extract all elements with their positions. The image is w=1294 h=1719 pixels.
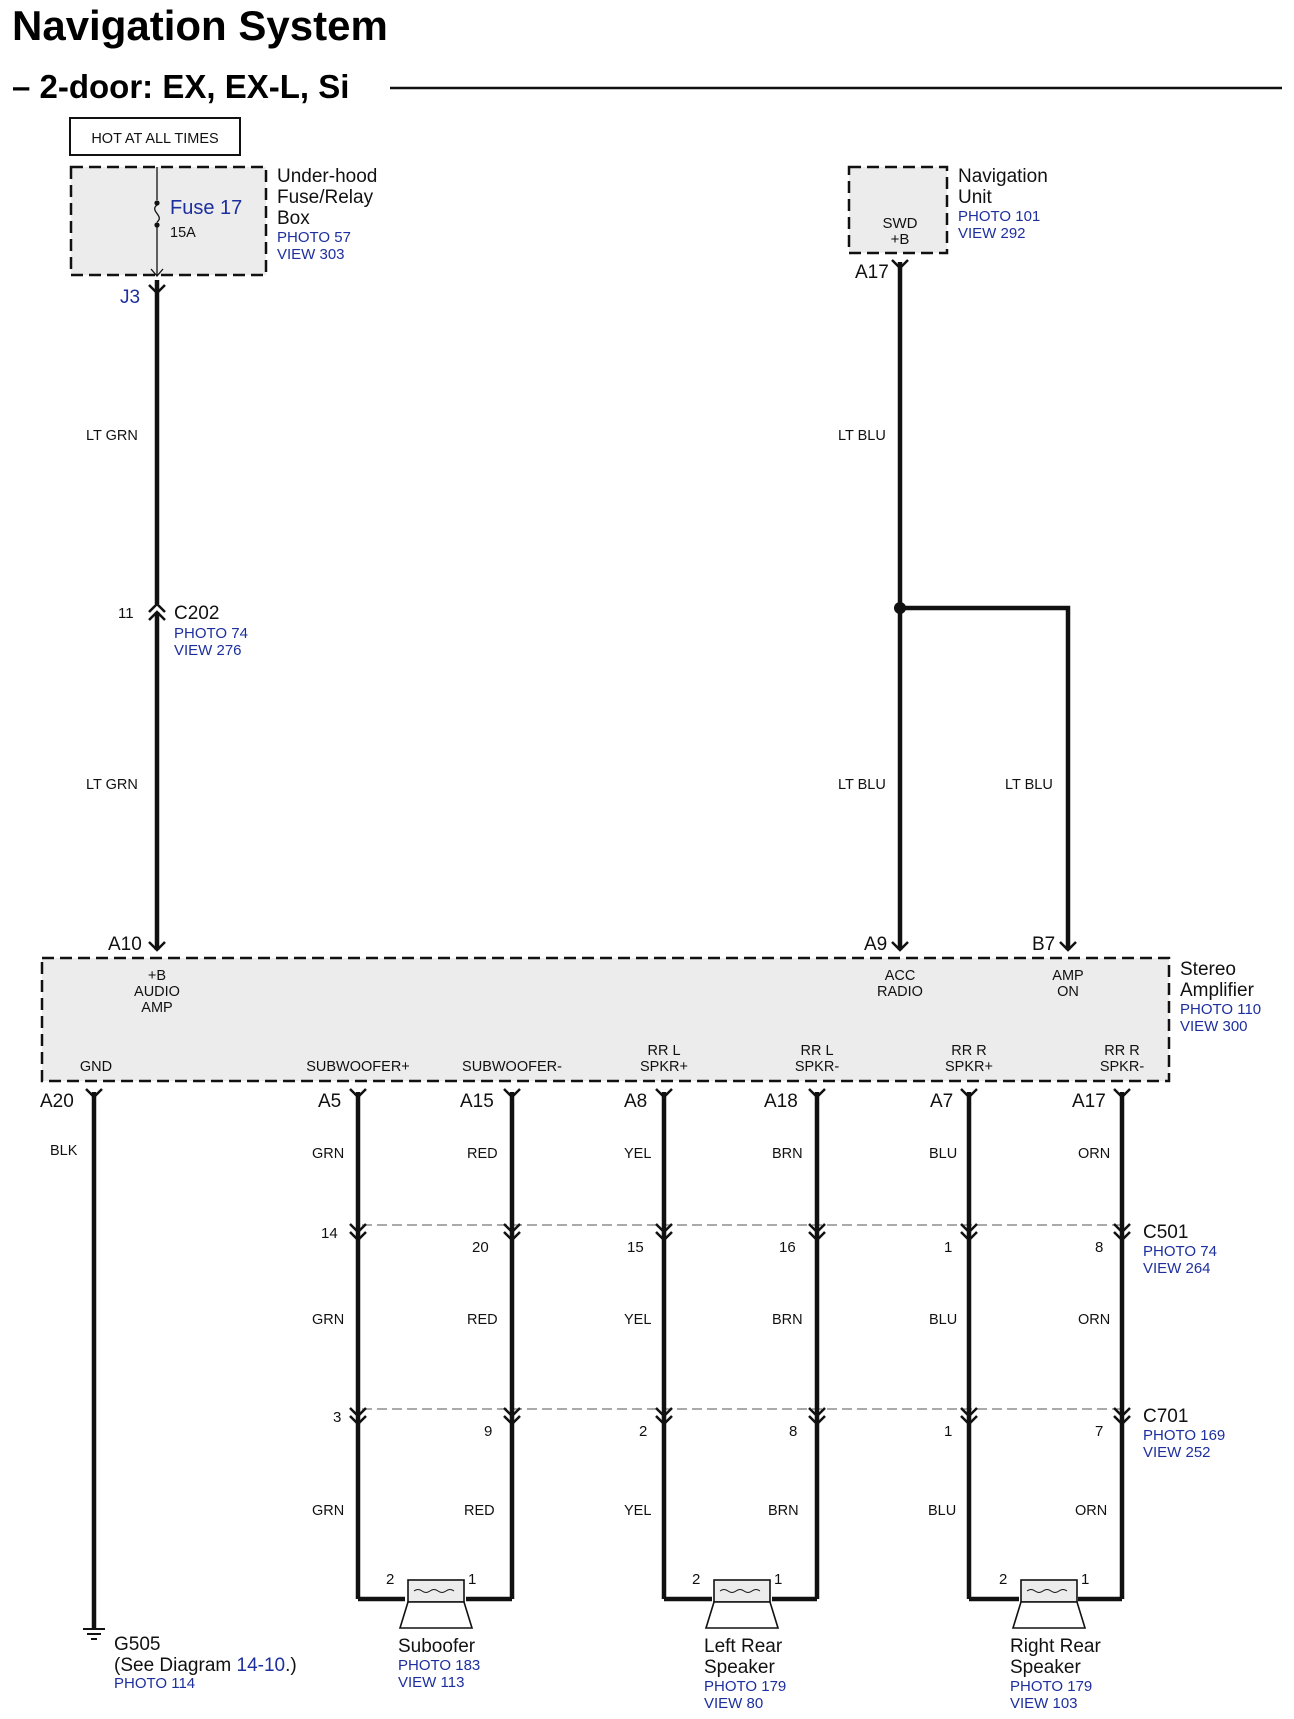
amp-pin-a7: A7 [930,1091,954,1112]
fuse-box-pin-j3: J3 [120,287,141,308]
amp-pin-a8: A8 [624,1091,648,1112]
nav-unit-photo-link[interactable]: PHOTO 101 [958,208,1041,225]
amp-term-rrr-plus-1: RR R [951,1043,987,1059]
c202-photo-link[interactable]: PHOTO 74 [174,625,248,642]
fuse-box-photo-link[interactable]: PHOTO 57 [277,229,351,246]
left-rear-pin-left: 2 [692,1571,701,1588]
left-rear-pin-right: 1 [774,1571,783,1588]
wire-column-rrr-minus [1078,1089,1130,1599]
c701-pin-rrl-minus: 8 [789,1423,798,1440]
c501-pin-rrr-minus: 8 [1095,1239,1104,1256]
wire-label-lt-grn-upper: LT GRN [86,428,138,444]
right-rear-pin-left: 2 [999,1571,1008,1588]
amp-view-link[interactable]: VIEW 300 [1180,1018,1248,1035]
amp-name-2: Amplifier [1180,980,1254,1001]
subwoofer-view-link[interactable]: VIEW 113 [398,1674,465,1691]
ground-name: G505 [114,1634,161,1655]
amp-term-rrl-plus-1: RR L [647,1043,681,1059]
c501-name: C501 [1143,1222,1189,1243]
wire-label-orn-3: ORN [1075,1503,1108,1519]
wire-label-brn-3: BRN [768,1503,799,1519]
c501-pin-subwoofer-minus: 20 [472,1239,489,1256]
amp-term-rrr-minus-2: SPKR- [1099,1059,1145,1075]
right-rear-speaker-icon [1013,1580,1085,1628]
amp-term-subwoofer-plus: SUBWOOFER+ [306,1059,410,1075]
left-rear-photo-link[interactable]: PHOTO 179 [704,1678,787,1695]
wire-label-red-3: RED [464,1503,495,1519]
fuse-box-name-3: Box [277,208,310,229]
wire-label-grn-2: GRN [312,1312,345,1328]
left-rear-name-1: Left Rear [704,1636,783,1657]
right-rear-name-2: Speaker [1010,1657,1081,1678]
wire-label-red-1: RED [467,1146,498,1162]
c202-pin: 11 [118,605,134,622]
amp-term-gnd: GND [79,1059,113,1075]
ground-note: (See Diagram 14-10.) [114,1655,297,1676]
stereo-amplifier-box [42,958,1169,1081]
c202-name: C202 [174,603,220,624]
nav-unit-view-link[interactable]: VIEW 292 [958,225,1026,242]
amp-term-a10-3: AMP [141,1000,173,1016]
wire-label-red-2: RED [467,1312,498,1328]
nav-terminal-2: +B [890,231,910,248]
wire-label-brn-1: BRN [772,1146,803,1162]
c701-pin-subwoofer-plus: 3 [333,1409,342,1426]
wire-label-grn-3: GRN [312,1503,345,1519]
fuse-box-view-link[interactable]: VIEW 303 [277,246,345,263]
nav-terminal-1: SWD [882,215,918,232]
wire-label-lt-blu-upper: LT BLU [838,428,886,444]
nav-unit-pin-a17: A17 [855,262,889,283]
wire-column-subwoofer-plus [350,1089,405,1599]
wire-column-rrr-plus [961,1089,1019,1599]
wire-label-yel-3: YEL [624,1503,652,1519]
right-rear-photo-link[interactable]: PHOTO 179 [1010,1678,1093,1695]
subwoofer-speaker-icon [400,1580,472,1628]
amp-term-rrl-plus-2: SPKR+ [640,1059,688,1075]
wire-label-blu-3: BLU [928,1503,957,1519]
subwoofer-pin-right: 1 [468,1571,477,1588]
amp-term-rrl-minus-2: SPKR- [794,1059,840,1075]
c701-pin-rrr-minus: 7 [1095,1423,1104,1440]
wire-label-lt-blu-b7: LT BLU [1005,777,1053,793]
c701-photo-link[interactable]: PHOTO 169 [1143,1427,1226,1444]
page-subtitle: – 2-door: EX, EX-L, Si [12,68,350,105]
c701-name: C701 [1143,1406,1189,1427]
ground-icon [83,1629,105,1639]
c501-pin-rrr-plus: 1 [944,1239,953,1256]
c202-view-link[interactable]: VIEW 276 [174,642,242,659]
amp-pin-a5: A5 [318,1091,342,1112]
amp-term-rrl-minus-1: RR L [800,1043,834,1059]
amp-pin-a15: A15 [460,1091,494,1112]
wire-label-yel-2: YEL [624,1312,652,1328]
page-title: Navigation System [12,2,388,49]
left-rear-speaker-icon [706,1580,778,1628]
left-rear-view-link[interactable]: VIEW 80 [704,1695,764,1712]
wire-label-lt-blu-a9: LT BLU [838,777,886,793]
subwoofer-name: Suboofer [398,1636,476,1657]
amp-term-b7-1: AMP [1052,968,1084,984]
fuse-box-name-1: Under-hood [277,166,378,187]
amp-name-1: Stereo [1180,959,1236,980]
wire-label-blu-1: BLU [929,1146,958,1162]
hot-at-all-times-label: HOT AT ALL TIMES [91,131,219,147]
wire-label-orn-2: ORN [1078,1312,1111,1328]
diagram-14-10-link[interactable]: 14-10 [236,1655,286,1676]
right-rear-pin-right: 1 [1081,1571,1090,1588]
fuse-17-link[interactable]: Fuse 17 [170,197,243,219]
fuse-relay-box [71,167,266,275]
c701-view-link[interactable]: VIEW 252 [1143,1444,1211,1461]
fuse-rating: 15A [170,225,196,241]
wire-label-lt-grn-lower: LT GRN [86,777,138,793]
amp-term-a9-2: RADIO [877,984,923,1000]
c501-pin-rrl-minus: 16 [779,1239,796,1256]
fuse-box-name-2: Fuse/Relay [277,187,374,208]
amp-term-a10-2: AUDIO [134,984,180,1000]
right-rear-view-link[interactable]: VIEW 103 [1010,1695,1078,1712]
wire-label-brn-2: BRN [772,1312,803,1328]
amp-term-b7-2: ON [1057,984,1079,1000]
wire-label-orn-1: ORN [1078,1146,1111,1162]
c701-pin-rrl-plus: 2 [639,1423,648,1440]
wire-label-yel-1: YEL [624,1146,652,1162]
amp-term-a9-1: ACC [884,968,916,984]
c501-pin-subwoofer-plus: 14 [321,1225,338,1242]
amp-pin-a10: A10 [108,934,142,955]
amp-term-rrr-plus-2: SPKR+ [945,1059,993,1075]
amp-photo-link[interactable]: PHOTO 110 [1180,1001,1262,1018]
amp-term-a10-1: +B [147,968,167,984]
wire-column-rrl-minus [772,1089,825,1599]
c701-pin-subwoofer-minus: 9 [484,1423,493,1440]
amp-pin-a17: A17 [1072,1091,1106,1112]
subwoofer-photo-link[interactable]: PHOTO 183 [398,1657,481,1674]
c501-photo-link[interactable]: PHOTO 74 [1143,1243,1217,1260]
c701-pin-rrr-plus: 1 [944,1423,953,1440]
c501-view-link[interactable]: VIEW 264 [1143,1260,1211,1277]
wire-column-rrl-plus [656,1089,712,1599]
amp-pin-b7: B7 [1032,934,1056,955]
wire-label-blu-2: BLU [929,1312,958,1328]
wire-column-subwoofer-minus [466,1089,520,1599]
amp-term-rrr-minus-1: RR R [1104,1043,1140,1059]
wire-label-blk: BLK [50,1143,78,1159]
c501-pin-rrl-plus: 15 [627,1239,644,1256]
amp-term-subwoofer-minus: SUBWOOFER- [462,1059,562,1075]
subwoofer-pin-left: 2 [386,1571,395,1588]
nav-unit-name-1: Navigation [958,166,1048,187]
nav-unit-name-2: Unit [958,187,992,208]
ground-photo-link[interactable]: PHOTO 114 [114,1675,196,1692]
right-rear-name-1: Right Rear [1010,1636,1101,1657]
left-rear-name-2: Speaker [704,1657,775,1678]
amp-pin-a20: A20 [40,1091,74,1112]
amp-pin-a9: A9 [864,934,888,955]
wire-label-grn-1: GRN [312,1146,345,1162]
amp-pin-a18: A18 [764,1091,798,1112]
